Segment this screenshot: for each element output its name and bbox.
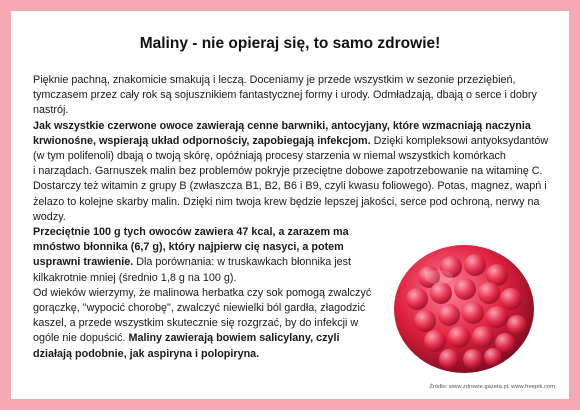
text-tea: Od wieków wierzymy, że malinowa herbatka czy sok pomogą zwalczyć gorączkę, "wypocić chorobę", zwalczyć niewielki ból gardła, złagodzić kaszel, a przede wszystkim skutecznie się rozgrzać, by do infekcji w ogóle nie dopuścić.: [33, 286, 372, 345]
paragraph-antioxidants: [33, 119, 555, 165]
document-page: [11, 11, 569, 399]
text-antioxidants: Dzięki kompleksowi antyoksydantów (w tym polifenoli) dbają o twoją skórę, opóźniają procesy starzenia w niemal wszystkich komórkach: [33, 134, 549, 163]
paragraph-fiber: [33, 225, 379, 286]
paragraph-vitamins: i narządach. Garnuszek malin bez problemów pokryje przeciętne dobowe zapotrzebowanie na witaminę C. Dostarczy też witamin z grupy B (zwłaszcza B1, B2, B6 i B9, czyli kwasu foliowego). Potas, magnez, wapń i żelazo to kolejne skarby malin. Dzięki nim twoja krew będzie lepszej jakości, serce pod ochroną, nerwy na wodzy.: [33, 165, 547, 223]
raspberry-image: [389, 237, 539, 377]
paragraph-intro: Pięknie pachną, znakomicie smakują i leczą. Doceniamy je przede wszystkim w sezonie przeziębień, tymczasem przez cały rok są sojusznikiem fantastycznej formy i urody. Odmładzają, dbają o serce i dobry nastrój.: [33, 74, 537, 117]
source-credit: Źródło: www.zdrowie.gazeta.pl; www.freepik.com: [429, 384, 555, 390]
text-strawberry-comparison: Dla porównania: w truskawkach błonnika jest kilkakrotnie mniej (średnio 1,8 g na 100 g).: [33, 256, 352, 284]
bold-calories: Przeciętnie 100 g tych owoców zawiera 47 kcal, a zarazem ma mnóstwo błonnika (6,7 g), który najpierw cię nasyci, a potem usprawni trawienie.: [33, 226, 349, 269]
bold-salicylates: Maliny zawierają bowiem salicylany, czyli działają podobnie, jak aspiryna i polopiryna.: [33, 332, 340, 360]
paragraph-tea: [33, 286, 379, 362]
bold-anthocyanins: Jak wszystkie czerwone owoce zawierają cenne barwniki, antocyjany, które wzmacniają naczynia krwionośne, wspierają układ odpornościy, zapobiegają infekcjom.: [33, 119, 531, 147]
page-title: Maliny - nie opieraj się, to samo zdrowie!: [139, 35, 441, 52]
